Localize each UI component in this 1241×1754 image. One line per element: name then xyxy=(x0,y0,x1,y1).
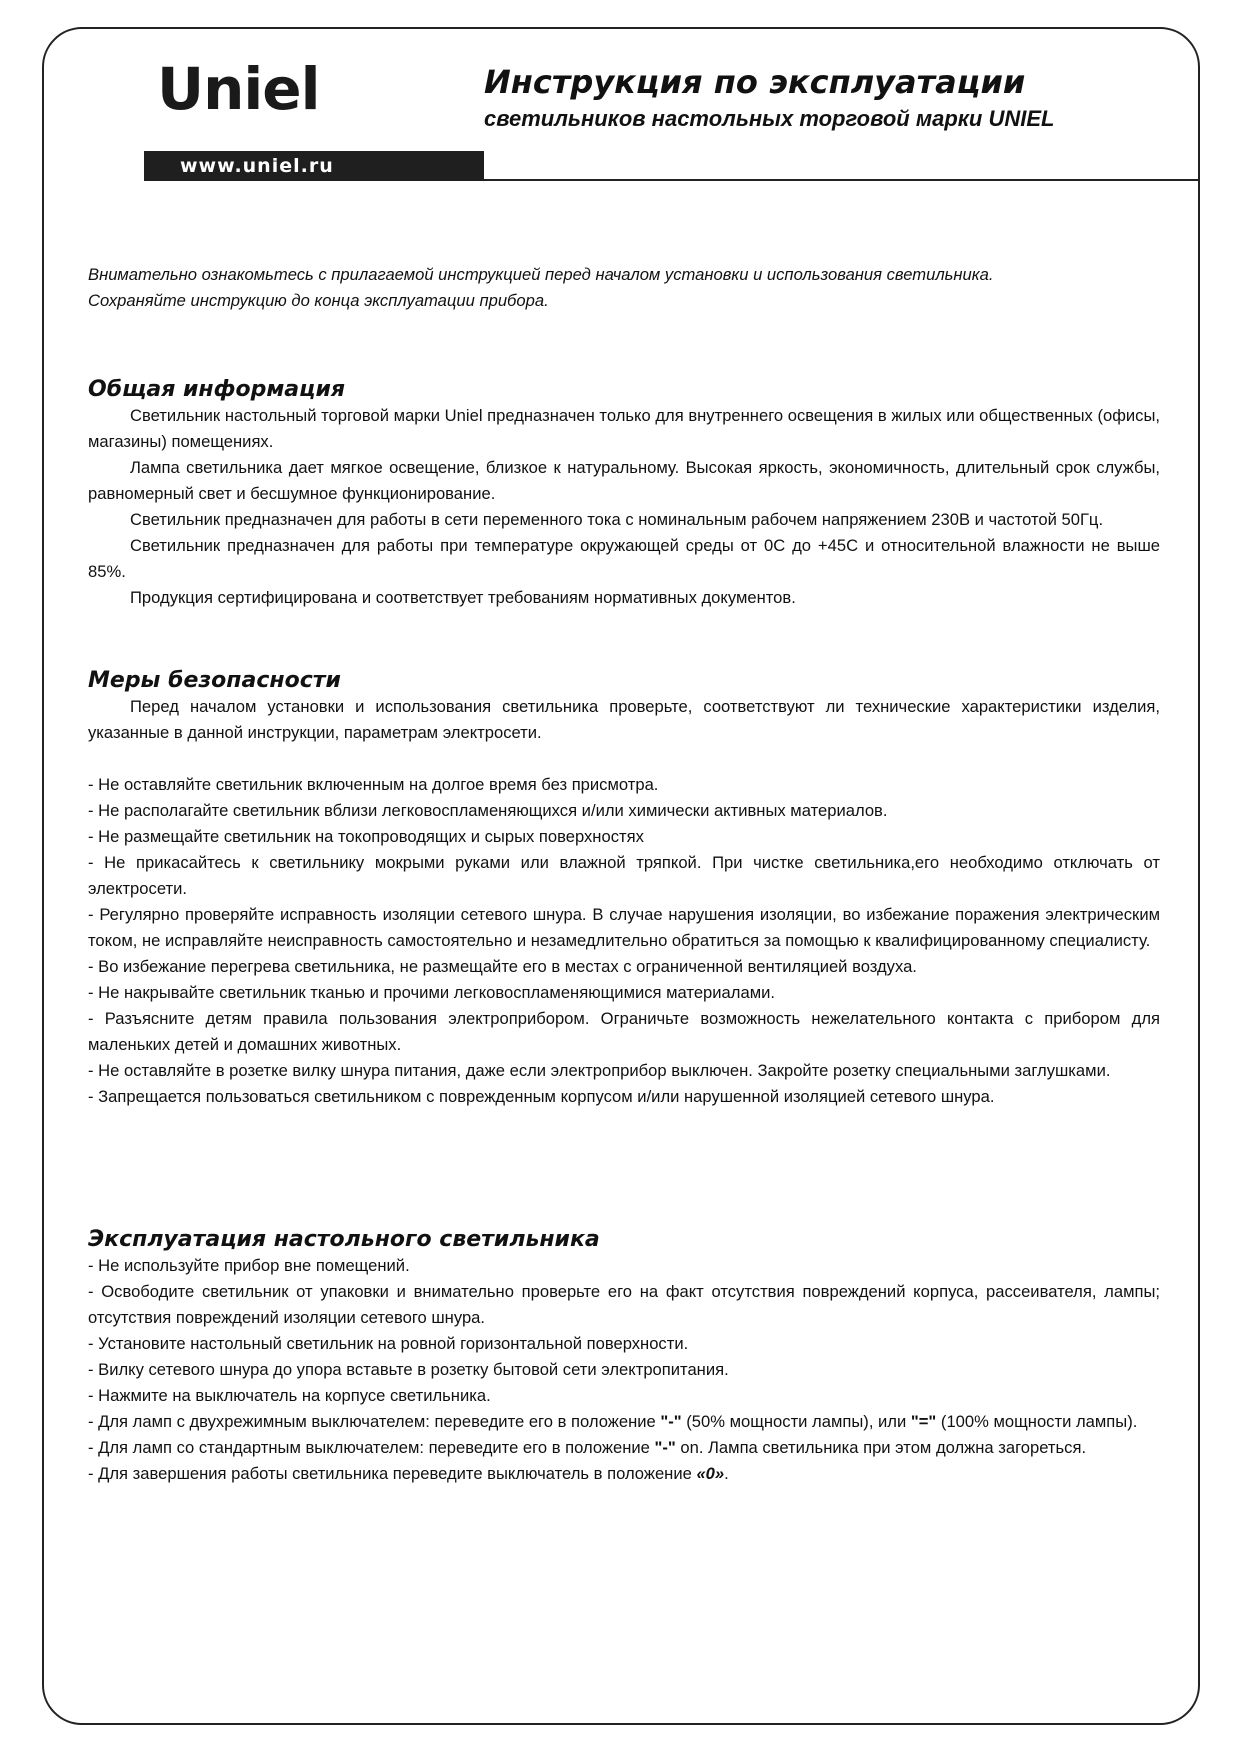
list-item: - Разъясните детям правила пользования электроприбором. Ограничьте возможность нежелательного контакта с прибором для маленьких детей и домашних животных. xyxy=(88,1009,1160,1054)
paragraph: Перед началом установки и использования светильника проверьте, соответствуют ли технические характеристики изделия, указанные в данной инструкции, параметрам электросети. xyxy=(88,697,1160,742)
intro-line: Внимательно ознакомьтесь с прилагаемой инструкцией перед началом установки и использования светильника. xyxy=(88,265,994,284)
document-title: Инструкция по эксплуатации xyxy=(484,63,1026,101)
section-heading: Эксплуатация настольного светильника xyxy=(88,1227,600,1252)
paragraph: Лампа светильника дает мягкое освещение, близкое к натуральному. Высокая яркость, экономичность, длительный срок службы, равномерный свет и бесшумное функционирование. xyxy=(88,458,1160,503)
list-item: - Во избежание перегрева светильника, не размещайте его в местах с ограниченной вентиляцией воздуха. xyxy=(88,957,917,976)
switch-mark: "=" xyxy=(910,1412,937,1431)
list-item: - Установите настольный светильник на ровной горизонтальной поверхности. xyxy=(88,1334,689,1353)
operation-section xyxy=(88,1227,1160,1487)
website-url: www.uniel.ru xyxy=(180,155,334,177)
section-heading: Меры безопасности xyxy=(88,668,341,693)
list-item: - Нажмите на выключатель на корпусе светильника. xyxy=(88,1386,491,1405)
list-item: - Не используйте прибор вне помещений. xyxy=(88,1256,410,1275)
list-item: - Не прикасайтесь к светильнику мокрыми руками или влажной тряпкой. При чистке светильника,его необходимо отключать от электросети. xyxy=(88,853,1160,898)
list-item: - Не накрывайте светильник тканью и прочими легковоспламеняющимися материалами. xyxy=(88,983,775,1002)
list-item: - Не размещайте светильник на токопроводящих и сырых поверхностях xyxy=(88,827,644,846)
list-item: - Не оставляйте в розетке вилку шнура питания, даже если электроприбор выключен. Закройте розетку специальными заглушками. xyxy=(88,1061,1111,1080)
list-item-finish: - Для завершения работы светильника переведите выключатель в положение «0». xyxy=(88,1464,729,1483)
list-item: - Регулярно проверяйте исправность изоляции сетевого шнура. В случае нарушения изоляции, во избежание поражения электрическим током, не исправляйте неисправность самостоятельно и незамедлительно обратиться за помощью к квалифицированному специалисту. xyxy=(88,905,1160,950)
general-info-section xyxy=(88,377,1160,611)
section-heading: Общая информация xyxy=(88,377,345,402)
list-item: - Не располагайте светильник вблизи легковоспламеняющихся и/или химически активных материалов. xyxy=(88,801,888,820)
intro-line: Сохраняйте инструкцию до конца эксплуатации прибора. xyxy=(88,291,549,310)
paragraph: Продукция сертифицирована и соответствует требованиям нормативных документов. xyxy=(130,588,796,607)
paragraph: Светильник настольный торговой марки Uniel предназначен только для внутреннего освещения в жилых или общественных (офисы, магазины) помещениях. xyxy=(88,406,1160,451)
list-item: - Освободите светильник от упаковки и внимательно проверьте его на факт отсутствия повреждений корпуса, рассеивателя, лампы; отсутствия повреждений изоляции сетевого шнура. xyxy=(88,1282,1160,1327)
document-subtitle: светильников настольных торговой марки UNIEL xyxy=(484,106,1055,131)
brand-logo: Uniel xyxy=(157,55,320,123)
switch-mark: «0» xyxy=(696,1464,725,1483)
intro-note xyxy=(88,262,1160,314)
switch-mark: "-" xyxy=(654,1438,676,1457)
safety-section xyxy=(88,668,1160,1110)
paragraph: Светильник предназначен для работы в сети переменного тока с номинальным рабочем напряжением 230В и частотой 50Гц. xyxy=(130,510,1104,529)
list-item: - Вилку сетевого шнура до упора вставьте в розетку бытовой сети электропитания. xyxy=(88,1360,729,1379)
paragraph: Светильник предназначен для работы при температуре окружающей среды от 0С до +45С и относительной влажности не выше 85%. xyxy=(88,536,1160,581)
list-item: - Не оставляйте светильник включенным на долгое время без присмотра. xyxy=(88,775,659,794)
switch-mark: "-" xyxy=(660,1412,682,1431)
list-item-standard-switch: - Для ламп со стандартным выключателем: переведите его в положение "-" on. Лампа светильника при этом должна загореться. xyxy=(88,1438,1087,1457)
list-item: - Запрещается пользоваться светильником с поврежденным корпусом и/или нарушенной изоляцией сетевого шнура. xyxy=(88,1087,995,1106)
header-divider xyxy=(484,179,1200,181)
list-item-dual-switch: - Для ламп с двухрежимным выключателем: переведите его в положение "-" (50% мощности лампы), или "=" (100% мощности лампы). xyxy=(88,1412,1138,1431)
